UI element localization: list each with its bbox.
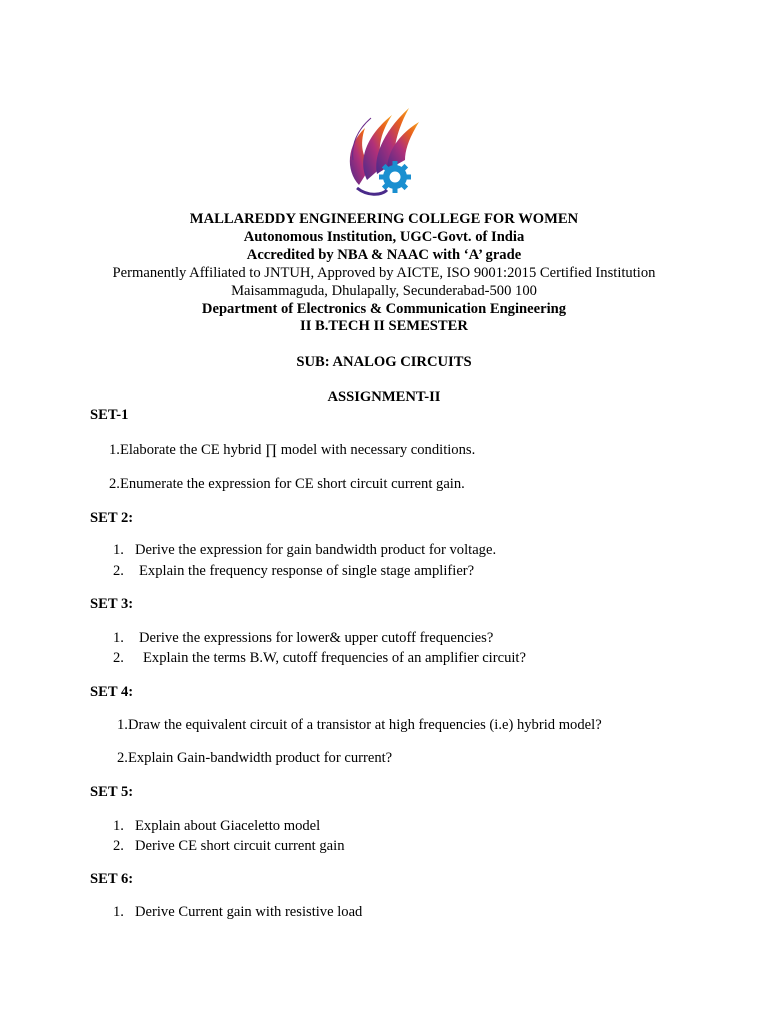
college-name: MALLAREDDY ENGINEERING COLLEGE FOR WOMEN	[189, 211, 579, 227]
affiliation-line: Permanently Affiliated to JNTUH, Approved by AICTE, ISO 9001:2015 Certified Institution	[112, 265, 656, 281]
question-number: 2.	[113, 563, 124, 579]
set-heading: SET 5:	[90, 784, 134, 800]
set-heading: SET 6:	[90, 871, 134, 887]
department-line: Department of Electronics & Communication Engineering	[201, 301, 567, 317]
address-line: Maisammaguda, Dhulapally, Secunderabad-500 100	[231, 283, 537, 299]
question-item: Explain about Giaceletto model	[135, 818, 321, 834]
question-item: Derive the expressions for lower& upper cutoff frequencies?	[139, 630, 494, 646]
question-item: 1.Elaborate the CE hybrid ∏ model with necessary conditions.	[109, 442, 476, 458]
question-item: 2.Explain Gain-bandwidth product for current?	[117, 750, 393, 766]
subject-line: SUB: ANALOG CIRCUITS	[296, 354, 472, 370]
question-number: 1.	[113, 542, 124, 558]
question-item: Explain the frequency response of single stage amplifier?	[139, 563, 475, 579]
set-heading: SET 3:	[90, 596, 134, 612]
question-item: Explain the terms B.W, cutoff frequencies of an amplifier circuit?	[143, 650, 526, 666]
set-heading: SET 4:	[90, 684, 134, 700]
question-item: Derive the expression for gain bandwidth product for voltage.	[135, 542, 497, 558]
set-heading: SET-1	[90, 407, 129, 423]
question-item: Derive Current gain with resistive load	[135, 904, 363, 920]
question-item: Derive CE short circuit current gain	[135, 838, 345, 854]
college-logo	[337, 100, 427, 200]
question-item: 2.Enumerate the expression for CE short circuit current gain.	[109, 476, 465, 492]
question-number: 1.	[113, 904, 124, 920]
accreditation-line: Accredited by NBA & NAAC with ‘A’ grade	[246, 247, 522, 263]
assignment-title: ASSIGNMENT-II	[327, 389, 441, 405]
question-number: 1.	[113, 630, 124, 646]
set-heading: SET 2:	[90, 510, 134, 526]
semester-line: II B.TECH II SEMESTER	[300, 318, 468, 334]
question-item: 1.Draw the equivalent circuit of a transistor at high frequencies (i.e) hybrid model?	[117, 717, 602, 733]
institution-status: Autonomous Institution, UGC-Govt. of India	[243, 229, 525, 245]
question-number: 2.	[113, 838, 124, 854]
question-number: 2.	[113, 650, 124, 666]
question-number: 1.	[113, 818, 124, 834]
logo-graphic	[337, 100, 427, 200]
